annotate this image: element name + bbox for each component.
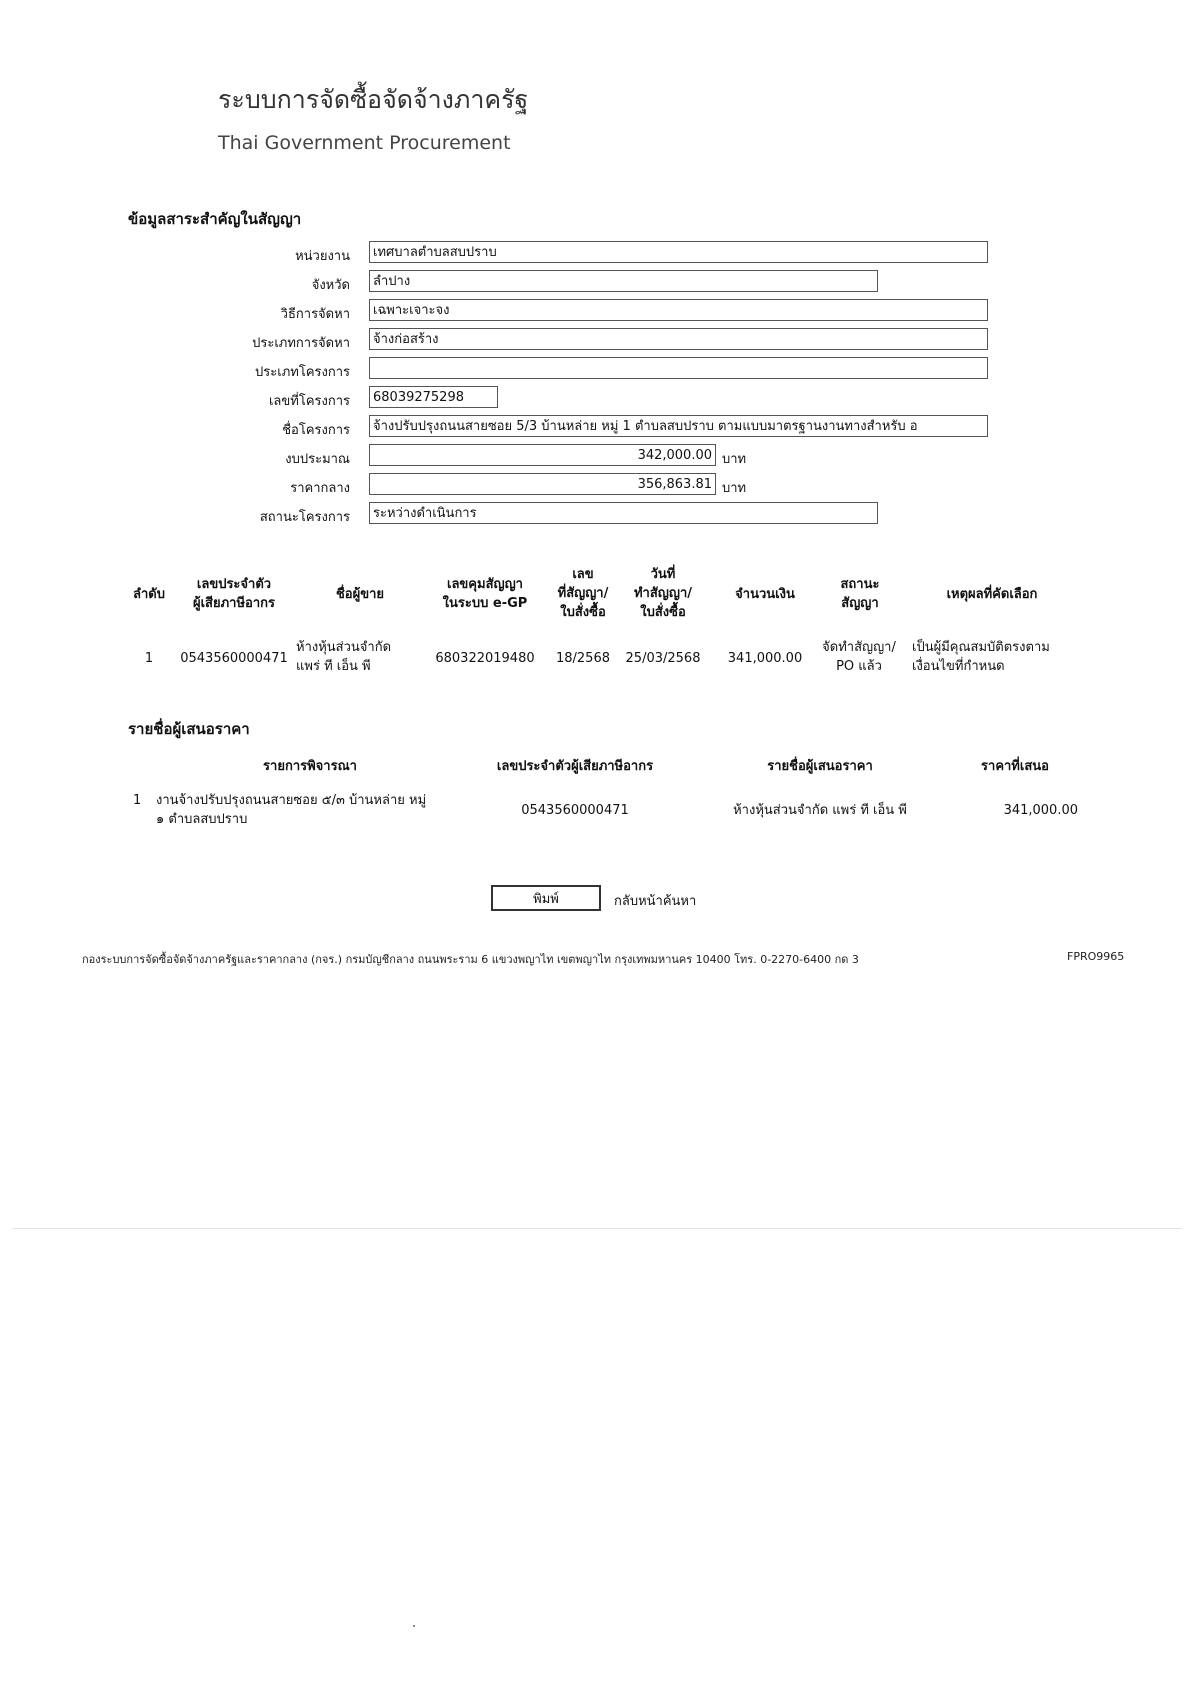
bidders-heading: รายชื่อผู้เสนอราคา bbox=[128, 720, 250, 738]
field-value-project-no: 68039275298 bbox=[369, 386, 498, 408]
field-row-province bbox=[0, 270, 1191, 294]
print-button[interactable]: พิมพ์ bbox=[491, 885, 601, 911]
field-label-project-no: เลขที่โครงการ bbox=[268, 394, 350, 409]
bidder-cell-name: ห้างหุ้นส่วนจำกัด แพร่ ที เอ็น พี bbox=[733, 803, 907, 818]
field-value-project-status: ระหว่างดำเนินการ bbox=[369, 502, 878, 524]
field-value-agency: เทศบาลตำบลสบปราบ bbox=[369, 241, 988, 263]
cell-reason: เป็นผู้มีคุณสมบัติตรงตาม เงื่อนไขที่กำหนด bbox=[912, 640, 1050, 674]
bidders-col-header-item: รายการพิจารณา bbox=[263, 759, 357, 774]
field-row-median-price bbox=[0, 473, 1191, 497]
scan-dot bbox=[413, 1625, 415, 1627]
field-row-project-type bbox=[0, 357, 1191, 381]
col-header-contract-status: สถานะ สัญญา bbox=[840, 577, 880, 611]
cell-contract-no: 18/2568 bbox=[555, 651, 610, 666]
col-header-seller: ชื่อผู้ขาย bbox=[335, 587, 385, 602]
bidder-cell-item: งานจ้างปรับปรุงถนนสายซอย ๕/๓ บ้านหล่าย หมู่ ๑ ตำบลสบปราบ bbox=[156, 793, 427, 827]
field-value-province: ลำปาง bbox=[369, 270, 878, 292]
col-header-reason: เหตุผลที่คัดเลือก bbox=[946, 587, 1038, 602]
field-label-budget: งบประมาณ bbox=[285, 452, 350, 467]
cell-contract-date: 25/03/2568 bbox=[625, 651, 701, 666]
scan-divider bbox=[12, 1228, 1182, 1229]
field-unit-budget: บาท bbox=[722, 452, 747, 467]
cell-no: 1 bbox=[144, 651, 154, 666]
col-header-contract-date: วันที่ ทำสัญญา/ ใบสั่งซื้อ bbox=[633, 567, 692, 620]
cell-egp-no: 680322019480 bbox=[435, 651, 535, 666]
field-row-project-status bbox=[0, 502, 1191, 526]
field-label-method: วิธีการจัดหา bbox=[280, 307, 350, 322]
bidder-cell-price: 341,000.00 bbox=[1003, 803, 1078, 818]
col-header-amount: จำนวนเงิน bbox=[735, 587, 795, 602]
field-label-procurement-type: ประเภทการจัดหา bbox=[252, 336, 350, 351]
bidders-col-header-bidder: รายชื่อผู้เสนอราคา bbox=[767, 759, 873, 774]
field-row-procurement-type bbox=[0, 328, 1191, 352]
col-header-no: ลำดับ bbox=[133, 587, 165, 602]
page-title-th: ระบบการจัดซื้อจัดจ้างภาครัฐ bbox=[218, 85, 529, 114]
field-value-method: เฉพาะเจาะจง bbox=[369, 299, 988, 321]
field-row-method bbox=[0, 299, 1191, 323]
cell-contract-status: จัดทำสัญญา/ PO แล้ว bbox=[822, 640, 896, 674]
field-row-agency bbox=[0, 241, 1191, 265]
cell-tax-id: 0543560000471 bbox=[180, 651, 288, 666]
field-label-project-status: สถานะโครงการ bbox=[259, 510, 350, 525]
field-label-agency: หน่วยงาน bbox=[295, 249, 350, 264]
page-title-en: Thai Government Procurement bbox=[218, 132, 511, 154]
field-value-budget: 342,000.00 bbox=[369, 444, 716, 466]
bidders-col-header-tax-id: เลขประจำตัวผู้เสียภาษีอากร bbox=[496, 759, 654, 774]
cell-amount: 341,000.00 bbox=[727, 651, 803, 666]
field-row-project-name bbox=[0, 415, 1191, 439]
footer-address: กองระบบการจัดซื้อจัดจ้างภาครัฐและราคากลาง (กจร.) กรมบัญชีกลาง ถนนพระราม 6 แขวงพญาไท เขตพญาไท กรุงเทพมหานคร 10400 โทร. 0-2270-6400 กด 3 bbox=[82, 953, 859, 966]
bidders-col-header-price: ราคาที่เสนอ bbox=[981, 759, 1049, 774]
col-header-contract-no: เลข ที่สัญญา/ ใบสั่งซื้อ bbox=[557, 567, 609, 620]
cell-seller: ห้างหุ้นส่วนจำกัด แพร่ ที เอ็น พี bbox=[296, 640, 392, 674]
field-label-median-price: ราคากลาง bbox=[290, 481, 350, 496]
field-row-budget bbox=[0, 444, 1191, 468]
field-label-project-name: ชื่อโครงการ bbox=[282, 423, 350, 438]
back-to-search-link[interactable]: กลับหน้าค้นหา bbox=[614, 894, 697, 909]
col-header-egp-no: เลขคุมสัญญา ในระบบ e-GP bbox=[442, 577, 528, 611]
footer-page-code: FPRO9965 bbox=[1067, 950, 1125, 963]
field-label-project-type: ประเภทโครงการ bbox=[255, 365, 350, 380]
bidder-cell-tax-id: 0543560000471 bbox=[521, 803, 629, 818]
field-value-project-type bbox=[369, 357, 988, 379]
field-value-procurement-type: จ้างก่อสร้าง bbox=[369, 328, 988, 350]
field-value-median-price: 356,863.81 bbox=[369, 473, 716, 495]
bidder-cell-no: 1 bbox=[133, 793, 142, 808]
field-row-project-no bbox=[0, 386, 1191, 410]
field-unit-median-price: บาท bbox=[722, 481, 747, 496]
field-label-province: จังหวัด bbox=[311, 278, 350, 293]
field-value-project-name: จ้างปรับปรุงถนนสายซอย 5/3 บ้านหล่าย หมู่ 1 ตำบลสบปราบ ตามแบบมาตรฐานงานทางสำหรับ อ bbox=[369, 415, 988, 437]
col-header-tax-id: เลขประจำตัว ผู้เสียภาษีอากร bbox=[192, 577, 275, 611]
contract-info-heading: ข้อมูลสาระสำคัญในสัญญา bbox=[128, 210, 302, 228]
